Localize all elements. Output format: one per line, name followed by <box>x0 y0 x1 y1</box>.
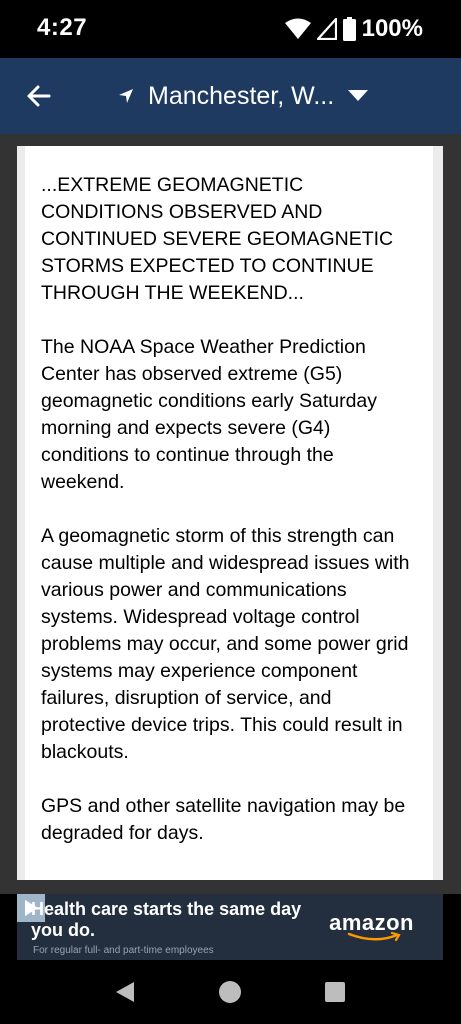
status-time: 4:27 <box>37 14 88 41</box>
nav-back-triangle-icon[interactable] <box>114 980 136 1004</box>
arrow-left-icon <box>25 84 51 108</box>
content-area <box>0 134 461 894</box>
location-selector[interactable] <box>118 76 368 116</box>
caret-down-icon <box>348 90 368 102</box>
ad-brand-logo: amazon <box>329 910 414 935</box>
ad-fineprint: For regular full- and part-time employees <box>33 945 214 956</box>
alert-paragraph: GPS and other satellite navigation may be degraded for days. <box>41 795 406 844</box>
battery-percent: 100% <box>361 15 423 42</box>
system-nav-bar <box>0 960 461 1024</box>
amazon-smile-icon <box>347 932 403 942</box>
status-bar <box>0 0 461 58</box>
wifi-icon <box>285 18 311 40</box>
alert-card[interactable] <box>17 146 443 880</box>
battery-icon <box>343 17 356 41</box>
status-icons <box>285 14 423 44</box>
ad-creative[interactable] <box>17 894 443 960</box>
cell-signal-icon <box>317 18 337 40</box>
app-bar <box>0 58 461 134</box>
alert-paragraph: A geomagnetic storm of this strength can cause multiple and widespread issues with various power and communications systems. Widespread voltage control problems may occur, and some power grid systems may experience component failures, disruption of service, and protective device trips. This could result in blackouts. <box>41 525 410 763</box>
location-title: Manchester, W... <box>148 81 335 110</box>
nav-recents-square-icon[interactable] <box>324 980 346 1004</box>
nav-home-circle-icon[interactable] <box>218 980 242 1004</box>
alert-headline: ...EXTREME GEOMAGNETIC CONDITIONS OBSERVED AND CONTINUED SEVERE GEOMAGNETIC STORMS EXPECTED TO CONTINUE THROUGH THE WEEKEND... <box>41 174 394 304</box>
alert-text <box>25 146 433 880</box>
alert-paragraph: The NOAA Space Weather Prediction Center has observed extreme (G5) geomagnetic conditions early Saturday morning and expects severe (G4) conditions to continue through the weekend. <box>41 336 378 493</box>
navigation-arrow-icon <box>118 88 134 104</box>
ad-banner <box>0 894 461 960</box>
ad-headline: Health care starts the same day you do. <box>31 899 302 940</box>
back-button[interactable] <box>20 78 56 114</box>
